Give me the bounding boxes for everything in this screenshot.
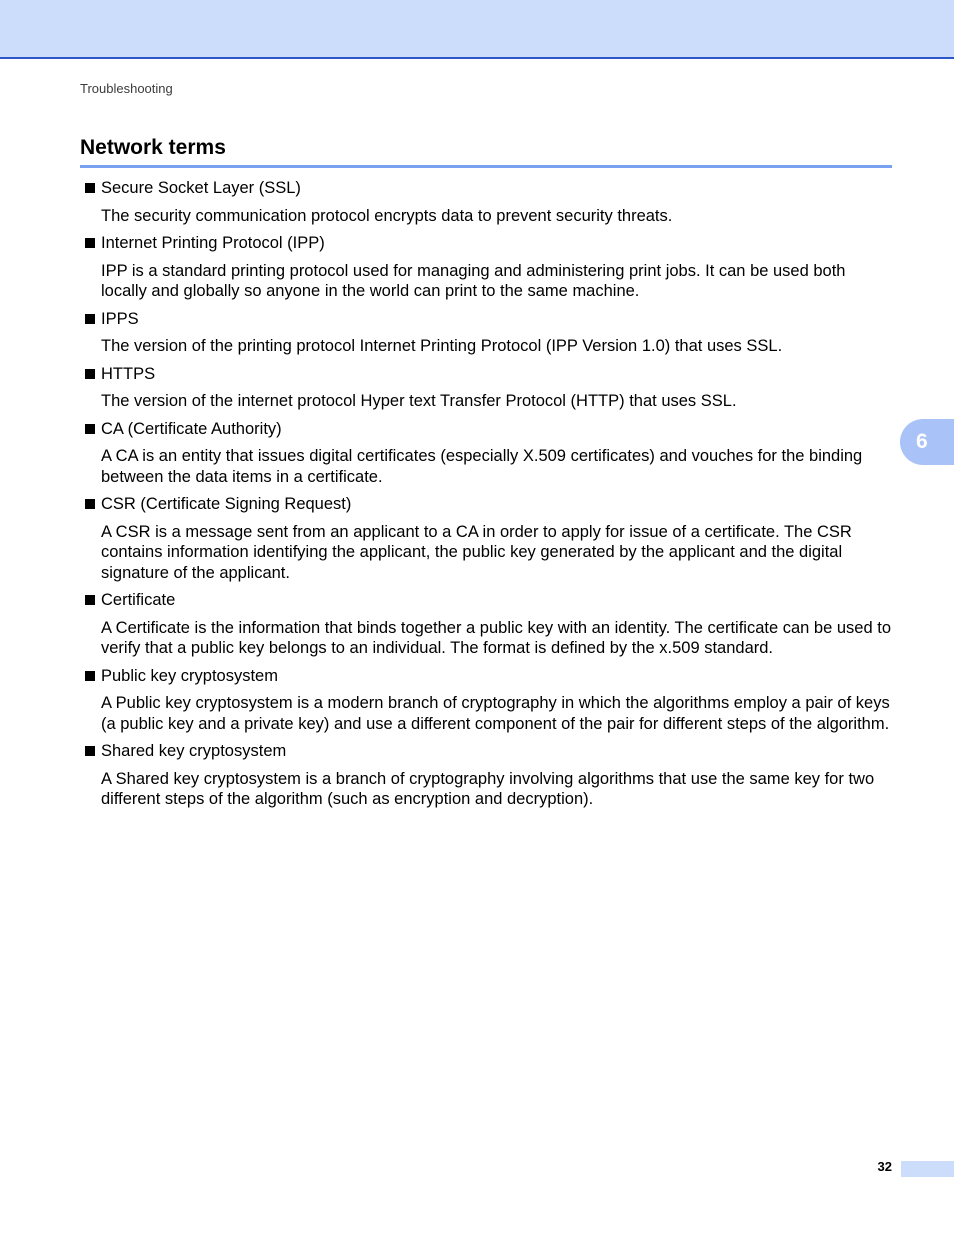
- term-heading: [80, 233, 892, 254]
- term-definition: A Shared key cryptosystem is a branch of cryptography involving algorithms that use the same key for two different steps of the algorithm (such as encryption and decryption).: [101, 769, 875, 808]
- term-entry-ipp: [80, 233, 892, 302]
- chapter-tab: 6: [900, 419, 954, 465]
- term-heading: [80, 590, 892, 611]
- term-entry-ssl: [80, 178, 892, 226]
- term-label: Public key cryptosystem: [101, 666, 278, 685]
- term-heading: [80, 178, 892, 199]
- term-heading: [80, 666, 892, 687]
- term-heading: [80, 419, 892, 440]
- term-heading: [80, 364, 892, 385]
- term-entry-ipps: [80, 309, 892, 357]
- term-entry-shared-key: [80, 741, 892, 810]
- term-label: Certificate: [101, 591, 176, 609]
- square-bullet-icon: [85, 746, 95, 756]
- page-number: 32: [877, 1159, 892, 1174]
- square-bullet-icon: [85, 671, 95, 681]
- term-heading: [80, 494, 892, 515]
- page-number-strip: [901, 1161, 954, 1177]
- term-entry-ca: [80, 419, 892, 488]
- top-header-band: [0, 0, 954, 59]
- square-bullet-icon: [85, 314, 95, 324]
- term-label: Internet Printing Protocol (IPP): [101, 234, 325, 252]
- term-entry-csr: [80, 494, 892, 583]
- term-heading: [80, 741, 892, 762]
- term-list: [80, 178, 892, 817]
- square-bullet-icon: [85, 183, 95, 193]
- term-label: Shared key cryptosystem: [101, 742, 287, 760]
- term-entry-public-key: [80, 666, 892, 735]
- term-label: CA (Certificate Authority): [101, 419, 282, 438]
- term-label: CSR (Certificate Signing Request): [101, 495, 352, 513]
- term-definition: A Public key cryptosystem is a modern branch of cryptography in which the algorithms employ a pair of keys (a public key and a private key) and use a different component of the pair for different steps of the algorithm.: [101, 694, 890, 733]
- term-label: IPPS: [101, 309, 139, 328]
- term-definition: The version of the printing protocol Internet Printing Protocol (IPP Version 1.0) that uses SSL.: [101, 337, 783, 355]
- square-bullet-icon: [85, 238, 95, 248]
- section-title: Network terms: [80, 136, 226, 159]
- square-bullet-icon: [85, 499, 95, 509]
- term-definition: The version of the internet protocol Hyper text Transfer Protocol (HTTP) that uses SSL.: [101, 392, 737, 410]
- term-definition: A CSR is a message sent from an applicant to a CA in order to apply for issue of a certificate. The CSR contains information identifying the applicant, the public key generated by the applicant and the digital signature of the applicant.: [101, 522, 852, 582]
- term-definition: The security communication protocol encrypts data to prevent security threats.: [101, 206, 673, 225]
- term-heading: [80, 309, 892, 330]
- square-bullet-icon: [85, 595, 95, 605]
- term-definition: A CA is an entity that issues digital certificates (especially X.509 certificates) and vouches for the binding between the data items in a certificate.: [101, 447, 863, 486]
- term-label: Secure Socket Layer (SSL): [101, 179, 301, 197]
- term-entry-https: [80, 364, 892, 412]
- running-header: Troubleshooting: [80, 81, 173, 96]
- term-label: HTTPS: [101, 364, 156, 383]
- term-entry-certificate: [80, 590, 892, 659]
- square-bullet-icon: [85, 369, 95, 379]
- square-bullet-icon: [85, 424, 95, 434]
- term-definition: A Certificate is the information that binds together a public key with an identity. The certificate can be used to verify that a public key belongs to an individual. The format is defined by the x.509 standard.: [101, 618, 891, 657]
- term-definition: IPP is a standard printing protocol used for managing and administering print jobs. It can be used both locally and globally so anyone in the world can print to the same machine.: [101, 261, 846, 300]
- title-underline: [80, 165, 892, 168]
